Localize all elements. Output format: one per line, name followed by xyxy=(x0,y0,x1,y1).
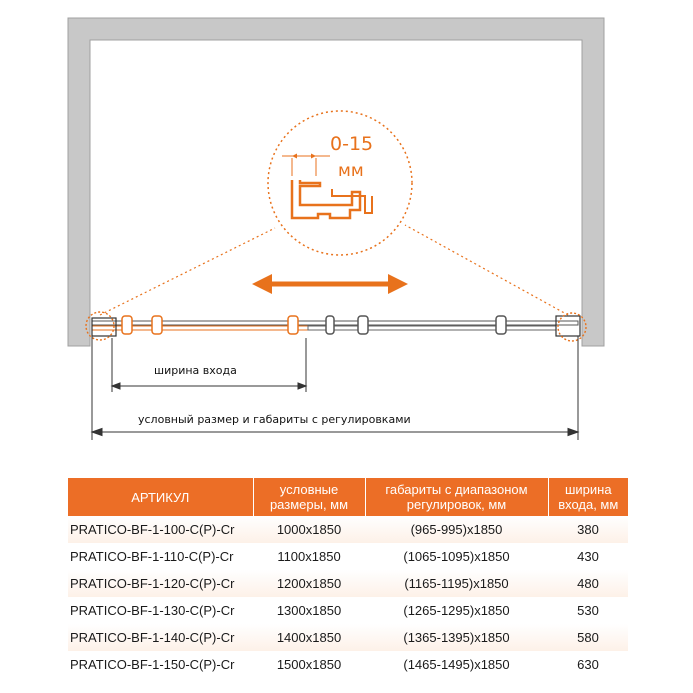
header-article: АРТИКУЛ xyxy=(68,478,253,516)
cell-adjustment-range: (1465-1495)x1850 xyxy=(365,651,548,678)
table-row xyxy=(68,543,628,570)
zoom-projection-left xyxy=(100,228,275,315)
cell-nominal-size: 1300x1850 xyxy=(253,597,365,624)
door-rails xyxy=(92,316,580,336)
cell-entrance-width: 380 xyxy=(548,516,628,543)
double-arrow-icon xyxy=(252,274,408,294)
cell-nominal-size: 1000x1850 xyxy=(253,516,365,543)
table-row xyxy=(68,597,628,624)
header-adjustment-range: габариты с диапазоном регулировок, мм xyxy=(365,478,548,516)
cell-entrance-width: 530 xyxy=(548,597,628,624)
cell-article: PRATICO-BF-1-120-C(P)-Cr xyxy=(68,570,253,597)
cell-nominal-size: 1100x1850 xyxy=(253,543,365,570)
table-row xyxy=(68,570,628,597)
cell-article: PRATICO-BF-1-130-C(P)-Cr xyxy=(68,597,253,624)
table-row xyxy=(68,516,628,543)
cell-adjustment-range: (1065-1095)x1850 xyxy=(365,543,548,570)
cell-entrance-width: 630 xyxy=(548,651,628,678)
spec-table xyxy=(68,478,628,678)
cell-nominal-size: 1200x1850 xyxy=(253,570,365,597)
cell-article: PRATICO-BF-1-140-C(P)-Cr xyxy=(68,624,253,651)
zoom-projection-right xyxy=(405,225,568,315)
header-entrance-width: ширина входа, мм xyxy=(548,478,628,516)
cell-nominal-size: 1400x1850 xyxy=(253,624,365,651)
zoom-dimension-value: 0-15 xyxy=(330,133,374,155)
cell-article: PRATICO-BF-1-110-C(P)-Cr xyxy=(68,543,253,570)
cell-adjustment-range: (965-995)x1850 xyxy=(365,516,548,543)
cell-adjustment-range: (1265-1295)x1850 xyxy=(365,597,548,624)
table-row xyxy=(68,651,628,678)
cell-entrance-width: 480 xyxy=(548,570,628,597)
entrance-width-label: ширина входа xyxy=(154,364,237,377)
table-row xyxy=(68,624,628,651)
overall-dimension-label: условный размер и габариты с регулировками xyxy=(138,413,411,426)
cell-article: PRATICO-BF-1-150-C(P)-Cr xyxy=(68,651,253,678)
cell-entrance-width: 430 xyxy=(548,543,628,570)
zoom-dimension-unit: мм xyxy=(338,161,364,181)
cell-adjustment-range: (1165-1195)x1850 xyxy=(365,570,548,597)
cell-adjustment-range: (1365-1395)x1850 xyxy=(365,624,548,651)
cell-article: PRATICO-BF-1-100-C(P)-Cr xyxy=(68,516,253,543)
cell-entrance-width: 580 xyxy=(548,624,628,651)
cell-nominal-size: 1500x1850 xyxy=(253,651,365,678)
header-nominal-size: условные размеры, мм xyxy=(253,478,365,516)
table-header xyxy=(68,478,628,516)
